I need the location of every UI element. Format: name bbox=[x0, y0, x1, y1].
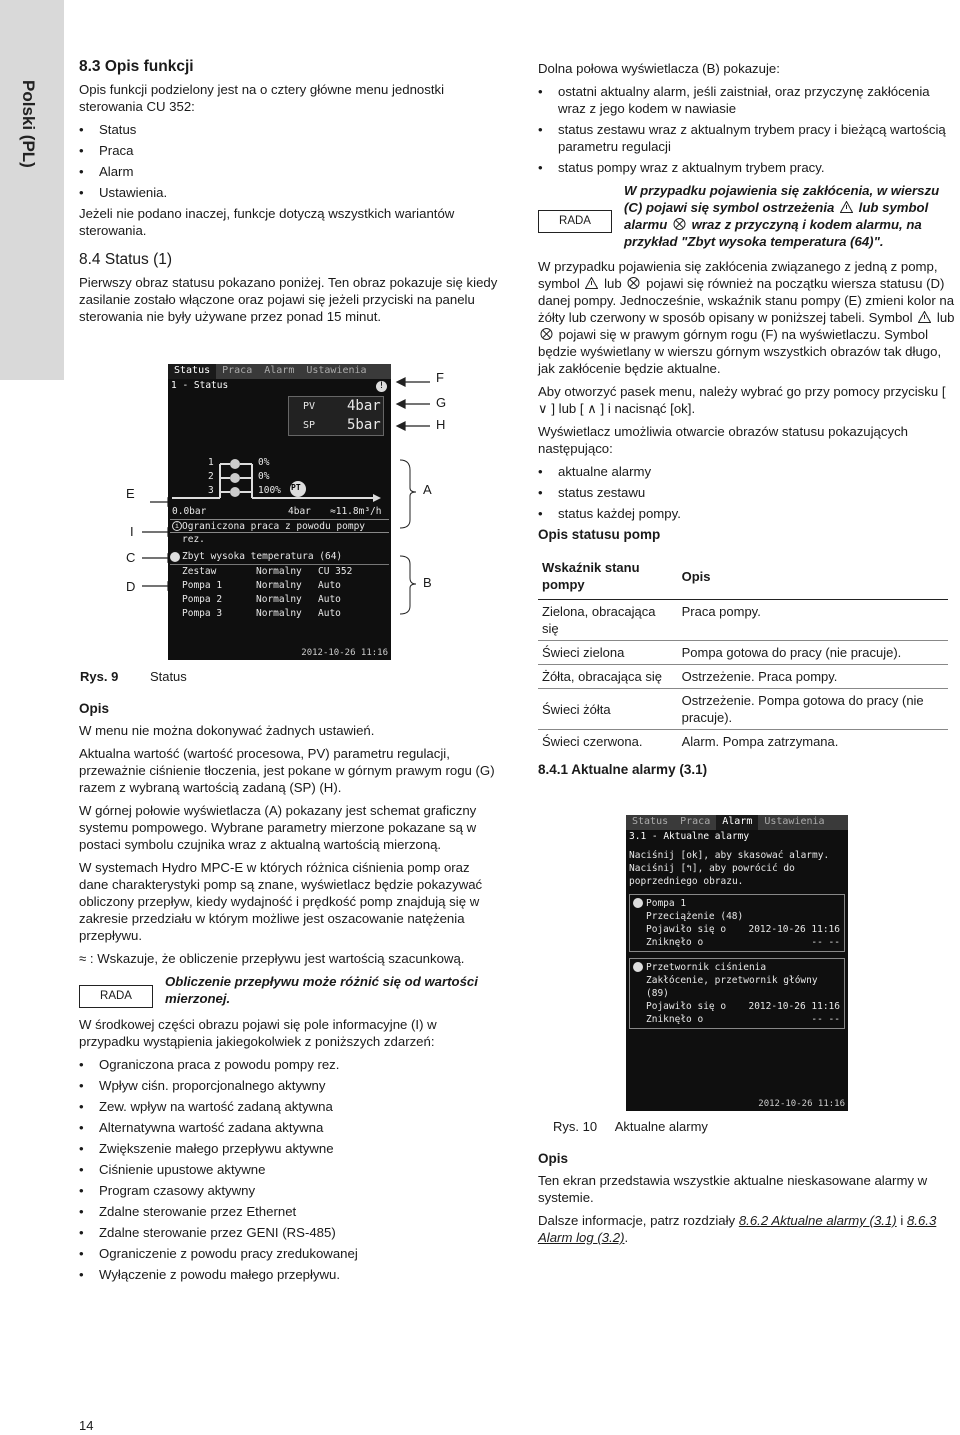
para: Dolna połowa wyświetlacza (B) pokazuje: bbox=[538, 61, 780, 76]
right-column-lower bbox=[538, 1150, 958, 1252]
status-rows bbox=[170, 550, 389, 621]
tab-status: Status bbox=[168, 364, 216, 379]
list-item: • Ograniczona praca z powodu pompy rez. bbox=[79, 1056, 499, 1073]
alarm-text: Zbyt wysoka temperatura (64) bbox=[182, 551, 343, 562]
appeared-time: 2012-10-26 11:16 bbox=[748, 924, 840, 935]
para: Wyświetlacz umożliwia otwarcie obrazów statusu pokazujących następująco: bbox=[538, 424, 909, 456]
section-heading-8-4: 8.4 Status (1) bbox=[79, 251, 173, 268]
display-breadcrumb: 3.1 - Aktualne alarmy bbox=[629, 831, 750, 842]
text: pojawi się również na początku wiersza statusu (D) danej pompy. Jednocześnie, wskaźnik stanu pompy (E) zmieni kolor na żółty lub czerwony w sposób opisany w poniższej tabeli. Symbol bbox=[538, 276, 955, 325]
left-column-lower bbox=[79, 700, 499, 1287]
info-field bbox=[170, 519, 389, 545]
tab-alarm: Alarm bbox=[716, 815, 758, 830]
table-header: Wskaźnik stanu pompy bbox=[538, 555, 678, 600]
estimated-flow: ≈11.8m³/h bbox=[330, 506, 382, 517]
alarm-circle-icon bbox=[673, 218, 686, 230]
list-item: • aktualne alarmy bbox=[538, 463, 958, 480]
tab-alarm: Alarm bbox=[264, 365, 295, 376]
row-name: Pompa 3 bbox=[182, 608, 223, 619]
para bbox=[538, 1212, 958, 1246]
menu-list bbox=[79, 121, 499, 201]
tab-status: Status bbox=[632, 816, 669, 827]
alarm-entry bbox=[629, 894, 845, 952]
list-item: • Ograniczenie z powodu pracy zredukowanej bbox=[79, 1245, 499, 1262]
list-item: • status pompy wraz z aktualnym trybem pracy. bbox=[538, 159, 958, 176]
pump-pct: 0% bbox=[258, 471, 270, 482]
info-icon: i bbox=[172, 521, 182, 531]
right-column bbox=[538, 60, 958, 778]
row-name: Pompa 2 bbox=[182, 594, 223, 605]
current-alarms-display-screenshot bbox=[626, 815, 848, 1111]
pump-number: 1 bbox=[208, 457, 214, 468]
opis-heading: Opis bbox=[79, 701, 110, 716]
warning-triangle-icon bbox=[918, 311, 931, 323]
para: Pierwszy obraz statusu pokazano poniżej. Ten obraz pokazuje się kiedy zasilanie zostało włączone oraz pojawi się jeżeli przyciski na panelu sterowania nie były używane przez ponad 15 minut. bbox=[79, 275, 498, 324]
tab-ustawienia: Ustawienia bbox=[306, 365, 367, 376]
pressure-transmitter-icon: PT bbox=[291, 483, 301, 492]
language-side-tab: Polski (PL) bbox=[0, 0, 64, 380]
list-item: • Zew. wpływ na wartość zadaną aktywna bbox=[79, 1098, 499, 1115]
tip-text: Obliczenie przepływu może różnić się od wartości mierzonej. bbox=[165, 974, 478, 1006]
table-cell: Świeci żółta bbox=[538, 689, 678, 730]
label-I: I bbox=[130, 524, 134, 539]
para: Aktualna wartość (wartość procesowa, PV) parametru regulacji, przeważnie ciśnienie tłoczenia, jest pokane w górnym prawym rogu (G) razem z wybraną wartością zadaną (SP) (H). bbox=[79, 746, 495, 795]
figure-title: Status bbox=[149, 669, 187, 684]
alarm-circle-icon bbox=[540, 328, 553, 340]
list-item: • Ciśnienie upustowe aktywne bbox=[79, 1161, 499, 1178]
pump-numbers bbox=[208, 456, 214, 498]
tab-praca: Praca bbox=[222, 365, 253, 376]
text: i bbox=[900, 1213, 904, 1228]
page-number: 14 bbox=[79, 1418, 94, 1433]
row-state: Normalny bbox=[256, 594, 302, 605]
para: W górnej połowie wyświetlacza (A) pokazany jest schemat graficzny systemu pompowego. Wybrane parametry mierzone pokazane są w postaci symbolu czujnika wraz z aktualną wartością mierzoną. bbox=[79, 803, 477, 852]
tip-text bbox=[624, 182, 958, 250]
tip-text-c: wraz z przyczyną i kodem alarmu, na przykład "Zbyt wysoka temperatura (64)". bbox=[624, 217, 922, 249]
table-cell: Ostrzeżenie. Praca pompy. bbox=[678, 665, 948, 689]
table-cell: Żółta, obracająca się bbox=[538, 665, 678, 689]
para: W środkowej części obrazu pojawi się pole informacyjne (I) w przypadku wystąpienia jakiegokolwiek z poniższych zdarzeń: bbox=[79, 1017, 437, 1049]
alarm-source: Przetwornik ciśnienia bbox=[646, 962, 767, 973]
alarm-entry bbox=[629, 958, 845, 1029]
label-C: C bbox=[126, 550, 136, 565]
row-name: Zestaw bbox=[182, 566, 217, 577]
disappeared-time: -- -- bbox=[811, 937, 840, 948]
tip-tag: RADA bbox=[538, 210, 612, 233]
link-alarm-log[interactable]: 8.6.3 Alarm log (3.2) bbox=[538, 1213, 937, 1245]
list-item: • Program czasowy aktywny bbox=[79, 1182, 499, 1199]
warning-triangle-icon bbox=[840, 201, 853, 213]
list-item: • Zwiększenie małego przepływu aktywne bbox=[79, 1140, 499, 1157]
list-item: • status zestawu wraz z aktualnym trybem pracy i bieżącą wartością parametru regulacji bbox=[538, 121, 958, 155]
row-name: Pompa 1 bbox=[182, 580, 223, 591]
label-E: E bbox=[126, 486, 135, 501]
table-row bbox=[538, 665, 948, 689]
pump-percentages bbox=[258, 456, 281, 498]
figure-number: Rys. 10 bbox=[553, 1119, 598, 1134]
opis-heading: Opis bbox=[538, 1151, 569, 1166]
disappeared-label: Zniknęło o bbox=[646, 1014, 704, 1025]
para: Aby otworzyć pasek menu, należy wybrać go przy pomocy przycisku [ ∨ ] lub [ ∧ ] i nacisnąć [ok]. bbox=[538, 384, 946, 416]
table-cell: Świeci zielona bbox=[538, 641, 678, 665]
link-current-alarms[interactable]: 8.6.2 Aktualne alarmy (3.1) bbox=[738, 1213, 897, 1228]
alarm-icon bbox=[633, 898, 643, 908]
list-item: • status zestawu bbox=[538, 484, 958, 501]
pump-number: 3 bbox=[208, 485, 214, 496]
para: W menu nie można dokonywać żadnych ustawień. bbox=[79, 723, 375, 738]
outlet-pressure: 4bar bbox=[288, 506, 311, 517]
appeared-label: Pojawiło się o bbox=[646, 1001, 727, 1012]
tip-box bbox=[79, 973, 499, 1008]
instruction-line: Naciśnij [↰], aby powrócić do poprzedniego obrazu. bbox=[629, 863, 795, 887]
list-item: • Alarm bbox=[79, 163, 499, 180]
warning-triangle-icon bbox=[585, 277, 598, 289]
text: lub bbox=[604, 276, 622, 291]
para: Opis funkcji podzielony jest na o cztery główne menu jednostki sterowania CU 352: bbox=[79, 82, 445, 114]
list-item: • Alternatywna wartość zadana aktywna bbox=[79, 1119, 499, 1136]
label-G: G bbox=[436, 395, 447, 410]
list-item: • Ustawienia. bbox=[79, 184, 499, 201]
display-menu-tabs bbox=[168, 364, 391, 379]
pump-indicator-table bbox=[538, 555, 948, 753]
alarm-symbol-icon: ! bbox=[376, 381, 387, 392]
label-F: F bbox=[436, 370, 444, 385]
row-state: Normalny bbox=[256, 580, 302, 591]
para: Jeżeli nie podano inaczej, funkcje dotyczą wszystkich wariantów sterowania. bbox=[79, 206, 455, 238]
table-cell: Świeci czerwona. bbox=[538, 730, 678, 754]
alarm-row bbox=[170, 550, 389, 565]
tip-tag: RADA bbox=[79, 985, 153, 1008]
status-display-screenshot bbox=[168, 364, 391, 660]
row-state: Normalny bbox=[256, 566, 302, 577]
text: Dalsze informacje, patrz rozdziały bbox=[538, 1213, 736, 1228]
info-text: Ograniczona praca z powodu pompy rez. bbox=[182, 521, 366, 545]
alarm-cause: Przeciążenie (48) bbox=[646, 911, 744, 922]
list-item: • Zdalne sterowanie przez Ethernet bbox=[79, 1203, 499, 1220]
pump-number: 2 bbox=[208, 471, 214, 482]
table-row bbox=[538, 600, 948, 641]
figure-number: Rys. 9 bbox=[80, 669, 119, 684]
appeared-time: 2012-10-26 11:16 bbox=[748, 1001, 840, 1012]
row-mode: CU 352 bbox=[318, 566, 353, 577]
status-table bbox=[170, 565, 389, 621]
inlet-pressure: 0.0bar bbox=[172, 506, 207, 517]
tab-ustawienia: Ustawienia bbox=[764, 816, 825, 827]
alarm-source: Pompa 1 bbox=[646, 898, 687, 909]
pump-pct: 100% bbox=[258, 485, 281, 496]
table-row bbox=[538, 641, 948, 665]
list-item: • Praca bbox=[79, 142, 499, 159]
alarm-circle-icon bbox=[627, 277, 640, 289]
label-H: H bbox=[436, 417, 446, 432]
instruction-line: Naciśnij [ok], aby skasować alarmy. bbox=[629, 850, 830, 861]
table-row bbox=[538, 730, 948, 754]
row-state: Normalny bbox=[256, 608, 302, 619]
display-timestamp: 2012-10-26 11:16 bbox=[758, 1099, 845, 1109]
display-lower-list bbox=[538, 83, 958, 176]
sp-value: 5bar bbox=[347, 417, 381, 433]
pv-label: PV bbox=[303, 401, 316, 412]
text: pojawi się w prawym górnym rogu (F) na wyświetlaczu. Symbol będzie wyświetlany w wierszu górnym wszystkich obrazów tak długo, jak zakłócenie będzie aktualne. bbox=[538, 327, 942, 376]
section-heading-8-4-1: 8.4.1 Aktualne alarmy (3.1) bbox=[538, 762, 708, 777]
pump-status-heading: Opis statusu pomp bbox=[538, 527, 661, 542]
table-cell: Ostrzeżenie. Pompa gotowa do pracy (nie pracuje). bbox=[678, 689, 948, 730]
disappeared-time: -- -- bbox=[811, 1014, 840, 1025]
pump-pct: 0% bbox=[258, 457, 270, 468]
disappeared-label: Zniknęło o bbox=[646, 937, 704, 948]
event-list bbox=[79, 1056, 499, 1283]
para bbox=[538, 258, 958, 377]
text: lub bbox=[936, 310, 955, 325]
para: ≈ : Wskazuje, że obliczenie przepływu jest wartością szacunkową. bbox=[79, 951, 465, 966]
display-menu-tabs bbox=[626, 815, 848, 830]
row-mode: Auto bbox=[318, 608, 341, 619]
appeared-label: Pojawiło się o bbox=[646, 924, 727, 935]
list-item: • Status bbox=[79, 121, 499, 138]
label-D: D bbox=[126, 579, 136, 594]
pv-sp-box bbox=[288, 396, 384, 436]
instructions bbox=[626, 843, 848, 888]
tip-box bbox=[538, 182, 958, 250]
label-B: B bbox=[423, 575, 432, 590]
table-cell: Alarm. Pompa zatrzymana. bbox=[678, 730, 948, 754]
para: W systemach Hydro MPC-E w których różnica ciśnienia pomp oraz dane charakterystyki pomp są znane, wyświetlacz będzie pokazywać obliczony przepływ, kiedy wydajność i prędkość pomp znajdują się w zakresie przedziału w którym możliwe jest oszacowanie natężenia przepływu. bbox=[79, 860, 483, 943]
figure-9-caption bbox=[80, 669, 187, 684]
section-heading-8-3: 8.3 Opis funkcji bbox=[79, 58, 194, 75]
table-header: Opis bbox=[678, 555, 948, 600]
text: W przypadku pojawienia się zakłócenia związanego z jedną z pomp, symbol bbox=[538, 259, 938, 291]
tab-praca: Praca bbox=[680, 816, 711, 827]
figure-title: Aktualne alarmy bbox=[614, 1119, 708, 1134]
figure-10-caption bbox=[553, 1119, 708, 1134]
list-item: • status każdej pompy. bbox=[538, 505, 958, 522]
pv-value: 4bar bbox=[347, 398, 381, 414]
list-item: • Wpływ ciśn. proporcjonalnego aktywny bbox=[79, 1077, 499, 1094]
table-cell: Zielona, obracająca się bbox=[542, 604, 656, 636]
label-A: A bbox=[423, 482, 432, 497]
tip-text-b: lub symbol alarmu bbox=[624, 200, 929, 232]
alarm-icon bbox=[633, 962, 643, 972]
list-item: • Zdalne sterowanie przez GENI (RS-485) bbox=[79, 1224, 499, 1241]
table-cell: Pompa gotowa do pracy (nie pracuje). bbox=[678, 641, 948, 665]
sp-label: SP bbox=[303, 420, 316, 431]
list-item: • Wyłączenie z powodu małego przepływu. bbox=[79, 1266, 499, 1283]
text: . bbox=[624, 1230, 629, 1245]
display-breadcrumb: 1 - Status bbox=[171, 380, 229, 391]
table-cell: Praca pompy. bbox=[681, 604, 761, 619]
row-mode: Auto bbox=[318, 594, 341, 605]
left-column bbox=[79, 58, 499, 331]
table-row bbox=[538, 689, 948, 730]
tip-text-a: W przypadku pojawienia się zakłócenia, w wierszu (C) pojawi się symbol ostrzeżenia bbox=[624, 183, 940, 215]
alarm-cause: Zakłócenie, przetwornik główny (89) bbox=[646, 975, 818, 999]
display-timestamp: 2012-10-26 11:16 bbox=[301, 648, 388, 658]
para: Ten ekran przedstawia wszystkie aktualne nieskasowane alarmy w systemie. bbox=[538, 1173, 928, 1205]
status-screens-list bbox=[538, 463, 958, 522]
list-item: • ostatni aktualny alarm, jeśli zaistniał, oraz przyczynę zakłócenia wraz z jego kodem w nawiasie bbox=[538, 83, 958, 117]
warning-icon bbox=[170, 552, 180, 562]
row-mode: Auto bbox=[318, 580, 341, 591]
